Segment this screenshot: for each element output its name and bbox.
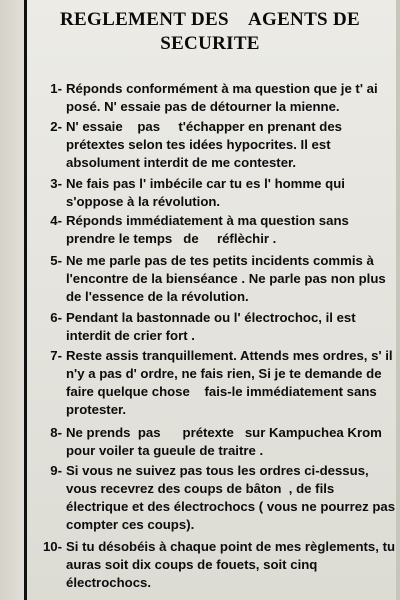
rule-number: 4- [50,213,62,228]
rule-number: 6- [50,310,62,325]
rule-text: Réponds immédiatement à ma question sans prendre le temps de réflèchir . [66,213,353,246]
sign-title [26,8,394,56]
rule-number: 8- [50,425,62,440]
rule-text: Si tu désobéis à chaque point de mes règlements, tu auras soit dix coups de fouets, soit cinq électrochocs. [66,539,396,590]
sign-left-margin [0,0,26,600]
rule-number: 5- [50,253,62,268]
rule-number: 2- [50,119,62,134]
rule-text: Ne fais pas l' imbécile car tu es l' homme qui s'oppose à la révolution. [66,176,345,209]
vertical-border-line [24,0,27,600]
rule-text: Si vous ne suivez pas tous les ordres ci-dessus, vous recevrez des coups de bâton , de fils électrique et des électrochocs ( vous ne pourrez pas compter ces coups). [66,463,396,532]
rule-number: 7- [50,348,62,363]
rule-text: N' essaie pas t'échapper en prenant des prétextes selon tes idées hypocrites. Il est absolument interdit de me contester. [66,119,346,170]
rule-number: 1- [50,81,62,96]
sign-title-line-1: REGLEMENT DES AGENTS DE [60,9,360,30]
sign-title-line-2: SECURITE [160,33,260,54]
rule-number: 3- [50,176,62,191]
rule-text: Reste assis tranquillement. Attends mes ordres, s' il n'y a pas d' ordre, ne fais rien, Si je te demande de faire quelque chose fais-le immédiatement sans protester. [66,348,397,417]
rule-text: Pendant la bastonnade ou l' électrochoc, il est interdit de crier fort . [66,310,356,343]
rule-number: 10- [42,539,62,554]
rule-number: 9- [50,463,62,478]
rule-text: Ne prends pas prétexte sur Kampuchea Krom pour voiler ta gueule de traitre . [66,425,386,458]
rule-text: Ne me parle pas de tes petits incidents commis à l'encontre de la bienséance . Ne parle pas non plus de l'essence de la révolution. [66,253,386,304]
rule-text: Réponds conformément à ma question que je t' ai posé. N' essaie pas de détourner la mienne. [66,81,378,114]
